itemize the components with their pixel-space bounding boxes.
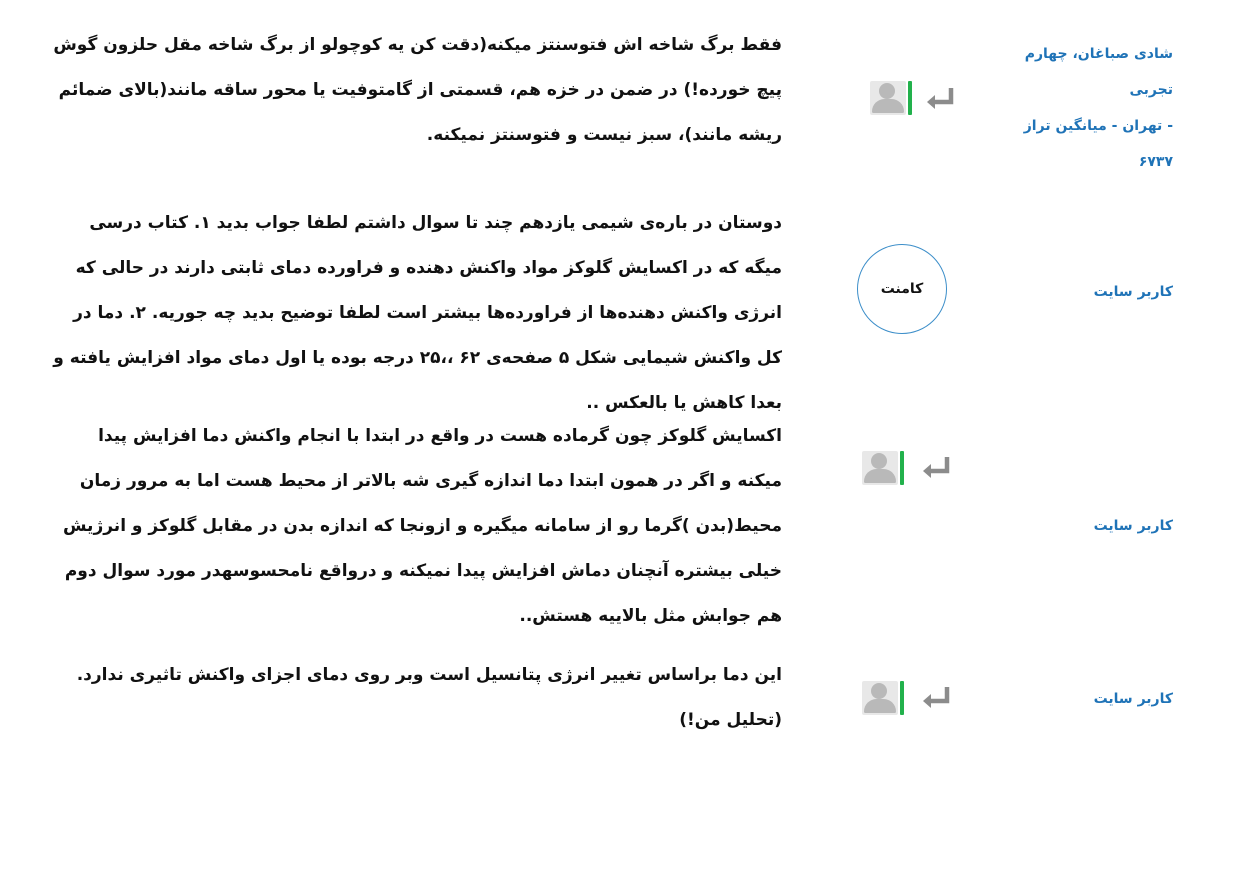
comment-button[interactable]: کامنت xyxy=(857,244,947,334)
author-name-line[interactable]: کاربر سایت xyxy=(1093,518,1173,534)
author-name-line[interactable]: کاربر سایت xyxy=(1093,284,1173,300)
author-school-line: - تهران - میانگین تراز xyxy=(1023,118,1173,134)
reply-icon[interactable] xyxy=(916,681,954,715)
avatar-icon[interactable] xyxy=(862,451,904,485)
avatar-icon[interactable] xyxy=(870,81,912,115)
comment-author[interactable] xyxy=(980,516,1173,536)
comment-text: فقط برگ شاخه اش فتوسنتز میکنه(دقت کن یه کوچولو از برگ شاخه مقل حلزون گوش پیچ خورده!) در ضمن در خزه هم، قسمتی از گامتوفیت یا محور ساقه مانند(بالای ضمائم ریشه مانند)، سبز نیست و فتوسنتز نمیکنه. xyxy=(53,35,782,145)
author-name-line[interactable]: کاربر سایت xyxy=(1093,691,1173,707)
comment-text: دوستان در باره‌ی شیمی یازدهم چند تا سوال داشتم لطفا جواب بدید ۱. کتاب درسی میگه که در اکسایش گلوکز مواد واکنش دهنده و فراورده دمای ثابتی دارند در حالی که انرژی واکنش دهنده‌ها از فراورده‌ها بیشتر است لطفا توضیح بدید چه جوریه. ۲. دما در کل واکنش شیمایی شکل ۵ صفحه‌ی ۶۲ ،،۲۵ درجه بوده یا اول دمای مواد افزایش یافته و بعدا کاهش یا بالعکس .. xyxy=(53,213,782,413)
comment-author[interactable] xyxy=(980,689,1173,709)
comment-text: اکسایش گلوکز چون گرماده هست در واقع در ابتدا با انجام واکنش دما افزایش پیدا میکنه و اگر در همون ابتدا دما اندازه گیری شه بالاتر از محیط هست اما به مرور زمان محیط(بدن )گرما رو از سامانه میگیره و ازونجا که اندازه بدن در مقابل گلوکز و انرژیش خیلی بیشتره آنچنان دماش افزایش پیدا نمیکنه و درواقع نامحسوسهدر مورد سوال دوم هم جوابش مثل بالاییه هستش.. xyxy=(63,426,782,626)
comment-author[interactable] xyxy=(980,36,1173,180)
reply-icon[interactable] xyxy=(920,82,958,116)
reply-icon[interactable] xyxy=(916,451,954,485)
avatar-icon[interactable] xyxy=(862,681,904,715)
author-name-line[interactable]: شادی صباغان، چهارم تجربی xyxy=(1024,46,1173,98)
author-score-line: ۶۷۳۷ xyxy=(1138,154,1173,170)
comment-text: این دما براساس تغییر انرژی پتانسیل است وبر روی دمای اجزای واکنش تاثیری ندارد.(تحلیل من!) xyxy=(76,665,782,730)
comment-author[interactable] xyxy=(980,282,1173,302)
